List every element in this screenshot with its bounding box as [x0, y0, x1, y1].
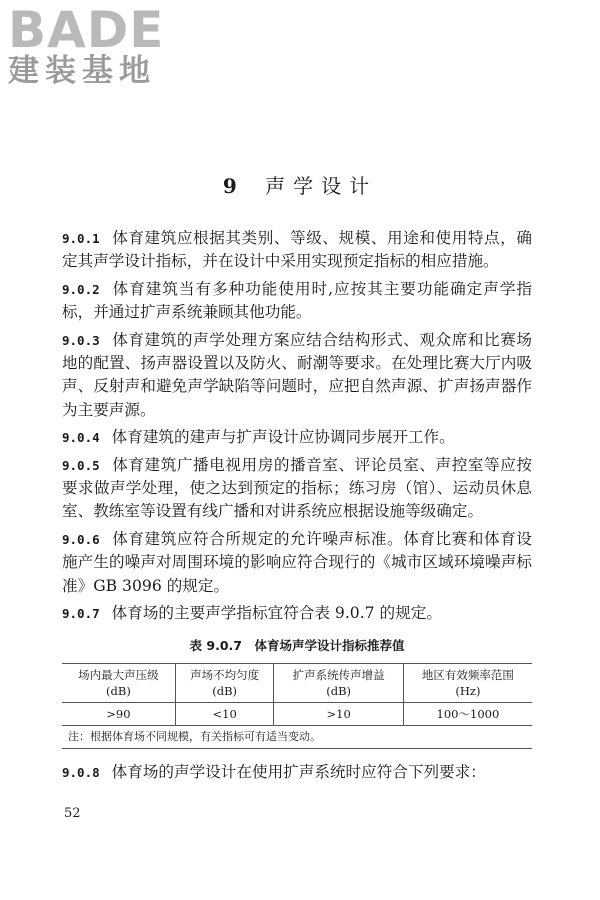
chapter-number: 9	[222, 174, 239, 198]
table-note-row	[62, 725, 532, 748]
header-label: 场内最大声压级	[78, 667, 159, 682]
clause-9-0-4	[62, 426, 532, 449]
header-label: 地区有效频率范围	[421, 667, 514, 682]
header-unit: (dB)	[106, 683, 131, 698]
chapter-heading	[0, 170, 600, 199]
clause-number: 9.0.1	[62, 231, 100, 246]
logo-text-cn: 建装基地	[8, 53, 156, 89]
header-unit: (dB)	[326, 683, 352, 698]
header-label: 扩声系统传声增益	[292, 667, 385, 682]
table-note: 注：根据体育场不同规模，有关指标可有适当变动。	[62, 725, 532, 748]
clause-text: 体育建筑应符合所规定的允许噪声标准。体育比赛和体育设施产生的噪声对周围环境的影响应符合现行的《城市区域环境噪声标准》GB 3096 的规定。	[62, 529, 532, 595]
table-row	[62, 702, 532, 725]
clause-number: 9.0.2	[62, 281, 100, 297]
clause-number: 9.0.3	[62, 332, 100, 348]
table-header-cell	[62, 663, 175, 702]
clause-text: 体育场的声学设计在使用扩声系统时应符合下列要求：	[111, 762, 486, 781]
page-number: 52	[64, 806, 81, 821]
clause-text: 体育建筑广播电视用房的播音室、评论员室、声控室等应按要求做声学处理，使之达到预定的指标；练习房（馆）、运动员休息室、教练室等设置有线广播和对讲系统应根据设施等级确定。	[62, 455, 532, 521]
logo	[8, 1, 188, 89]
table-header-cell	[175, 663, 274, 702]
clause-9-0-8	[62, 761, 532, 784]
page-body	[62, 227, 532, 788]
clause-9-0-3	[62, 329, 532, 423]
clause-number: 9.0.8	[62, 764, 100, 780]
clause-text: 体育建筑当有多种功能使用时,应按其主要功能确定声学指标，并通过扩声系统兼顾其他功能。	[62, 279, 532, 322]
table-cell: >10	[274, 702, 403, 725]
header-unit: (Hz)	[455, 683, 481, 698]
clause-number: 9.0.6	[62, 531, 100, 547]
table-cell: 100～1000	[403, 702, 532, 725]
header-label: 声场不均匀度	[190, 667, 260, 682]
clause-9-0-1	[62, 227, 532, 274]
clause-text: 体育场的主要声学指标宜符合表 9.0.7 的规定。	[111, 604, 442, 623]
table-header-cell	[403, 663, 532, 702]
clause-9-0-7	[62, 602, 532, 625]
table-header-row	[62, 663, 532, 702]
table-header-cell	[274, 663, 403, 702]
clause-9-0-5	[62, 454, 532, 524]
clause-text: 体育建筑的声学处理方案应结合结构形式、观众席和比赛场地的配置、扬声器设置以及防火、耐潮等要求。在处理比赛大厅内吸声、反射声和避免声学缺陷等问题时，应把自然声源、扩声扬声器作为主要声源。	[62, 330, 532, 419]
table-cell: <10	[175, 702, 274, 725]
clause-text: 体育建筑的建声与扩声设计应协调同步展开工作。	[111, 428, 455, 447]
clause-number: 9.0.4	[62, 430, 100, 446]
clause-9-0-6	[62, 528, 532, 598]
clause-number: 9.0.5	[62, 457, 100, 473]
clause-number: 9.0.7	[62, 606, 100, 622]
clause-text: 体育建筑应根据其类别、等级、规模、用途和使用特点，确定其声学设计指标，并在设计中采用实现预定指标的相应措施。	[62, 229, 532, 271]
table-title: 表 9.0.7 体育场声学设计指标推荐值	[189, 637, 405, 653]
logo-text-en: BADE	[8, 1, 165, 59]
clause-9-0-2	[62, 278, 532, 325]
table-cell: >90	[62, 702, 175, 725]
chapter-title: 声学设计	[265, 174, 378, 198]
acoustic-index-table	[62, 663, 532, 749]
header-unit: (dB)	[212, 683, 238, 698]
